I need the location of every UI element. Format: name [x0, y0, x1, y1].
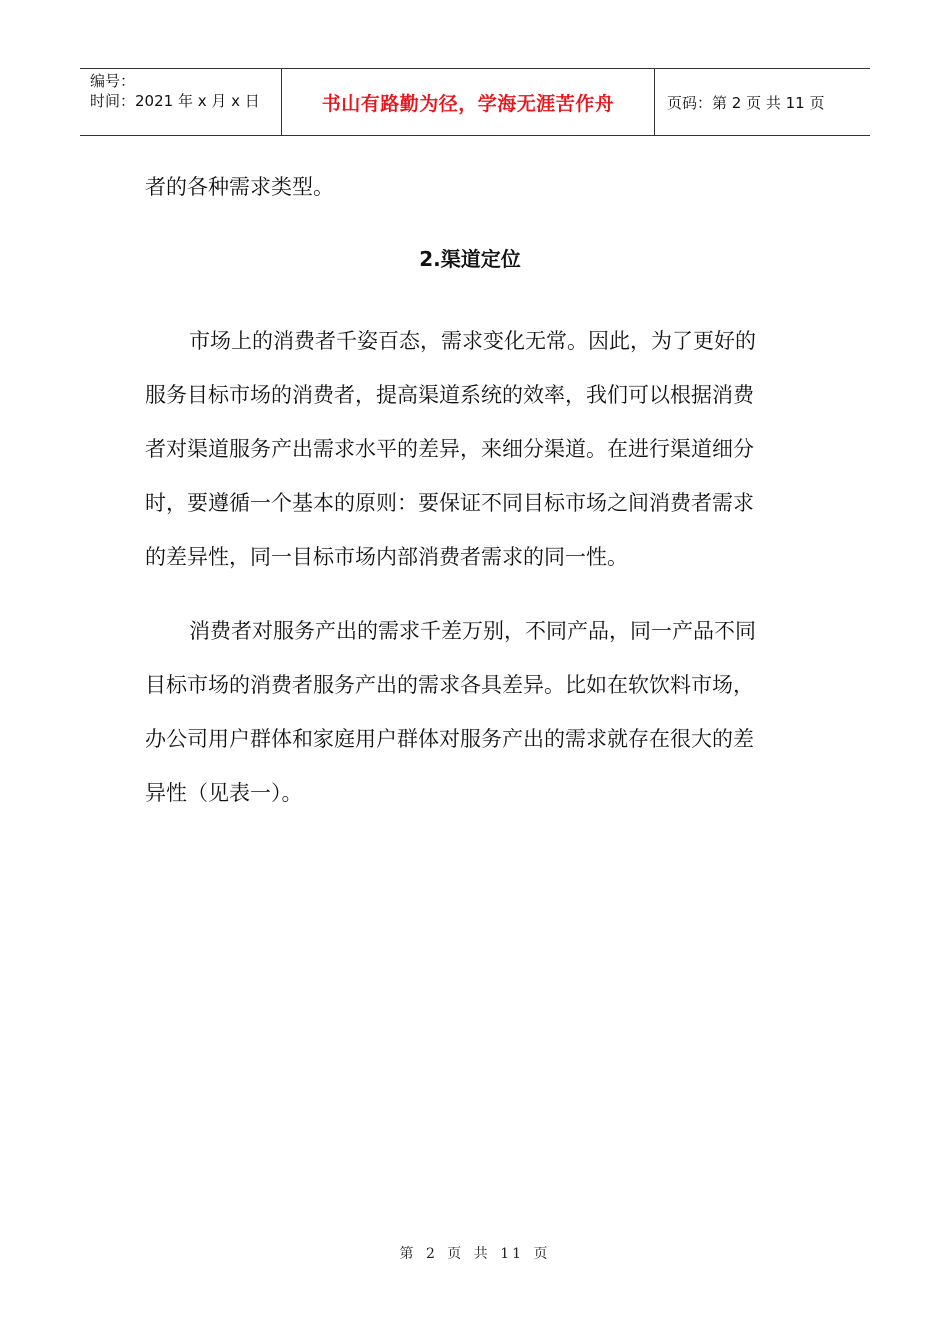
doc-number-label: 编号：: [90, 72, 136, 90]
page-header: [80, 68, 870, 136]
paragraph-2: [145, 604, 795, 820]
paragraph-line: 服务目标市场的消费者，提高渠道系统的效率，我们可以根据消费: [145, 383, 754, 407]
paragraph-line: 时，要遵循一个基本的原则：要保证不同目标市场之间消费者需求: [145, 491, 754, 515]
paragraph-line: 办公司用户群体和家庭用户群体对服务产出的需求就存在很大的差: [145, 727, 754, 751]
paragraph-line: 者对渠道服务产出需求水平的差异，来细分渠道。在进行渠道细分: [145, 437, 754, 461]
paragraph-line: 的差异性，同一目标市场内部消费者需求的同一性。: [145, 545, 628, 569]
page-footer: 第 2 页 共 11 页: [399, 1246, 551, 1262]
document-body: [145, 160, 795, 840]
section-title: 2.渠道定位: [419, 247, 521, 271]
intro-line: 者的各种需求类型。: [145, 175, 334, 199]
paragraph-line: 市场上的消费者千姿百态，需求变化无常。因此，为了更好的: [189, 329, 756, 353]
header-motto: 书山有路勤为径，学海无涯苦作舟: [282, 69, 655, 135]
header-page-info: 页码：第 2 页 共 11 页: [667, 93, 825, 112]
header-meta: [80, 69, 282, 135]
paragraph-line: 异性（见表一）。: [145, 781, 303, 805]
paragraph-line: 消费者对服务产出的需求千差万别，不同产品，同一产品不同: [189, 619, 756, 643]
paragraph-1: [145, 314, 795, 584]
paragraph-line: 目标市场的消费者服务产出的需求各具差异。比如在软饮料市场，: [145, 673, 754, 697]
doc-time-label: 时间：2021 年 x 月 x 日: [90, 92, 260, 110]
